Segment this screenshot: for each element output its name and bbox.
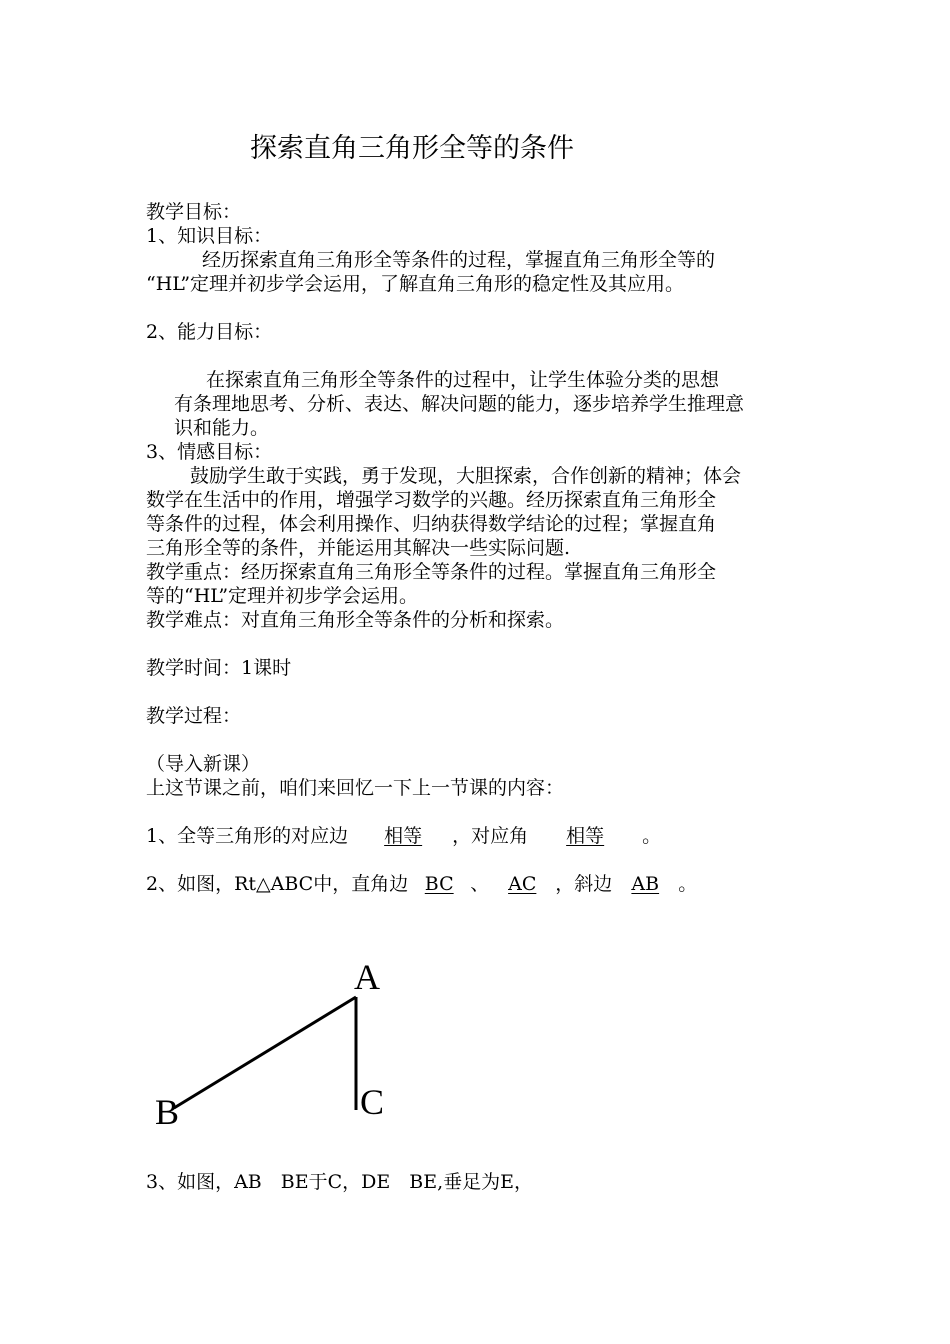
question-3: 3、如图，AB BE于C，DE BE,垂足为E， <box>146 1171 533 1193</box>
emotion-heading: 3、情感目标： <box>146 441 273 463</box>
label-c: C <box>360 1082 385 1122</box>
knowledge-line-2: “HL”定理并初步学会运用，了解直角三角形的稳定性及其应用。 <box>146 273 685 295</box>
emotion-line-2: 数学在生活中的作用，增强学习数学的兴趣。经历探索直角三角形全 <box>146 489 717 511</box>
ability-line-2: 有条理地思考、分析、表达、解决问题的能力，逐步培养学生推理意 <box>174 393 745 415</box>
q1-blank-1: 相等 <box>384 825 423 847</box>
q2-blank-3: AB <box>631 873 660 895</box>
q2-middle: ，斜边 <box>555 873 613 895</box>
key-points-line-1: 教学重点：经历探索直角三角形全等条件的过程。掌握直角三角形全 <box>146 561 717 583</box>
difficulty-line: 教学难点：对直角三角形全等条件的分析和探索。 <box>146 609 565 631</box>
emotion-line-1: 鼓励学生敢于实践，勇于发现，大胆探索，合作创新的精神；体会 <box>190 465 742 487</box>
emotion-line-4: 三角形全等的条件，并能运用其解决一些实际问题. <box>146 537 571 559</box>
knowledge-heading: 1、知识目标： <box>146 225 273 247</box>
q2-blank-1: BC <box>424 873 454 895</box>
q1-prefix: 1、全等三角形的对应边 <box>146 825 349 847</box>
page-title: 探索直角三角形全等的条件 <box>250 133 574 164</box>
q2-suffix: 。 <box>678 873 698 895</box>
q2-sep: 、 <box>470 873 490 895</box>
q2-prefix: 2、如图，Rt△ABC中，直角边 <box>146 873 409 895</box>
ability-heading: 2、能力目标： <box>146 321 273 343</box>
intro-line: 上这节课之前，咱们来回忆一下上一节课的内容： <box>146 777 565 799</box>
objectives-heading: 教学目标： <box>146 201 242 223</box>
intro-heading: （导入新课） <box>146 753 261 775</box>
q1-middle: ，对应角 <box>452 825 529 847</box>
emotion-line-3: 等条件的过程，体会利用操作、归纳获得数学结论的过程；掌握直角 <box>146 513 717 535</box>
label-a: A <box>354 957 380 997</box>
ability-line-1: 在探索直角三角形全等条件的过程中，让学生体验分类的思想 <box>206 369 720 391</box>
q1-suffix: 。 <box>642 825 662 847</box>
label-b: B <box>155 1092 180 1132</box>
teaching-time: 教学时间：1课时 <box>146 657 292 679</box>
knowledge-line-1: 经历探索直角三角形全等条件的过程，掌握直角三角形全等的 <box>202 249 716 271</box>
ability-line-3: 识和能力。 <box>174 417 270 439</box>
q2-blank-2: AC <box>508 873 537 895</box>
key-points-line-2: 等的“HL”定理并初步学会运用。 <box>146 585 419 607</box>
teaching-process: 教学过程： <box>146 705 242 727</box>
segment-ab <box>174 997 356 1108</box>
q1-blank-2: 相等 <box>566 825 605 847</box>
